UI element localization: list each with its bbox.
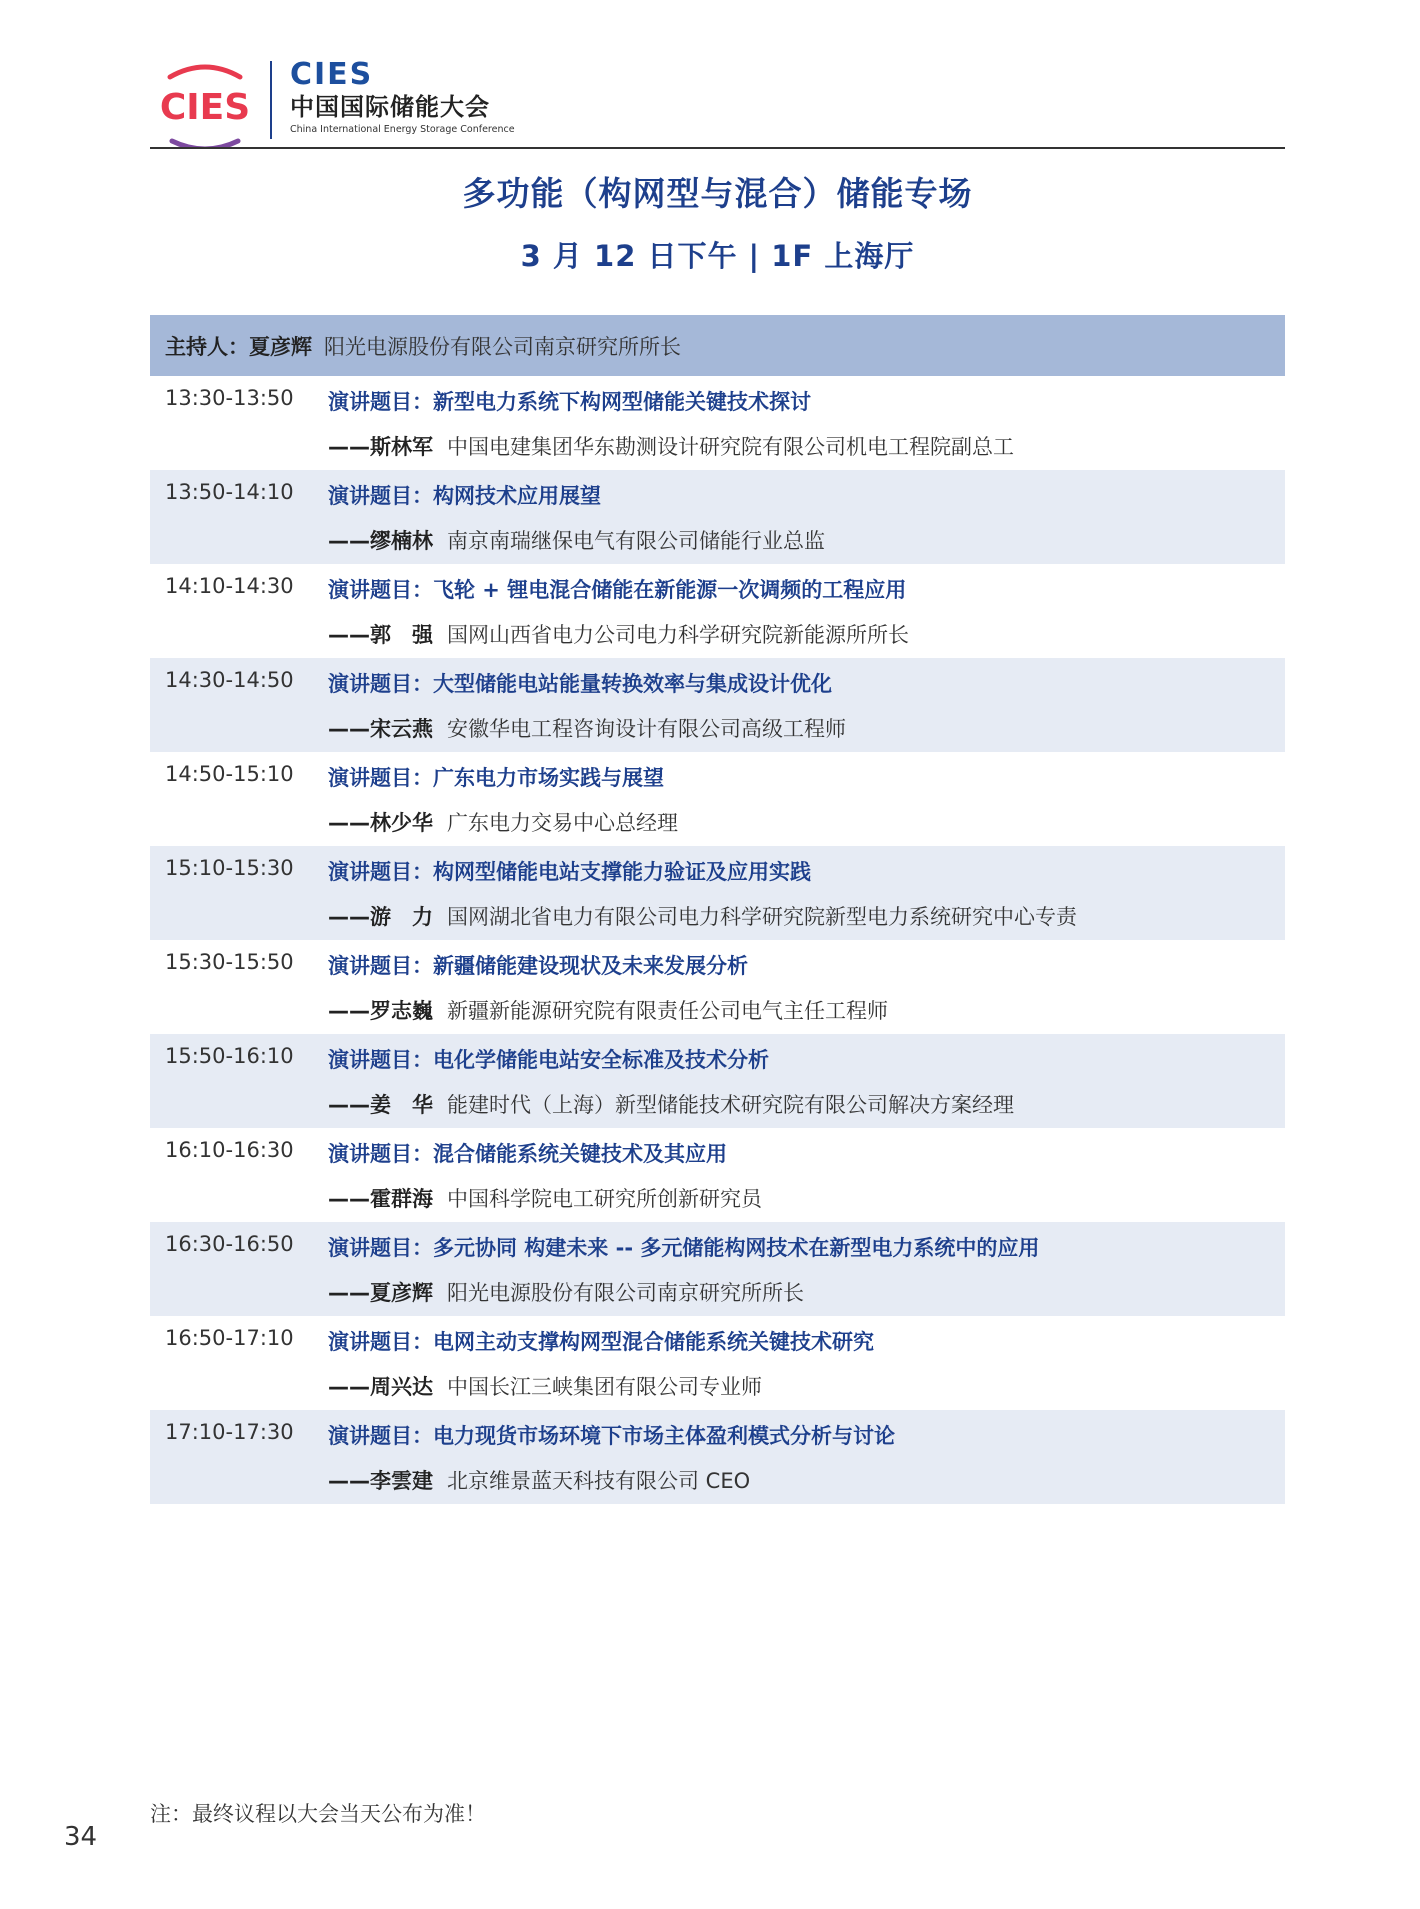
- session-time: 13:30-13:50: [165, 386, 294, 410]
- speaker-name: ——周兴达: [328, 1375, 433, 1399]
- session-topic: 演讲题目：构网型储能电站支撑能力验证及应用实践: [328, 860, 811, 884]
- session-speaker-line: [328, 1183, 762, 1213]
- session-time: 13:50-14:10: [165, 480, 294, 504]
- session-row: [150, 1034, 1285, 1128]
- cies-logo-icon: [150, 59, 260, 149]
- speaker-org: 北京维景蓝天科技有限公司 CEO: [447, 1469, 751, 1493]
- session-time: 14:30-14:50: [165, 668, 294, 692]
- session-speaker-line: [328, 619, 909, 649]
- header-rule: [150, 147, 1285, 149]
- brand-abbr: CIES: [290, 57, 374, 92]
- session-topic: 演讲题目：广东电力市场实践与展望: [328, 766, 664, 790]
- speaker-name: ——宋云燕: [328, 717, 433, 741]
- page-number: 34: [64, 1822, 98, 1852]
- speaker-org: 阳光电源股份有限公司南京研究所所长: [447, 1281, 804, 1305]
- session-row: [150, 846, 1285, 940]
- speaker-org: 国网山西省电力公司电力科学研究院新能源所所长: [447, 623, 909, 647]
- speaker-org: 新疆新能源研究院有限责任公司电气主任工程师: [447, 999, 888, 1023]
- session-speaker-line: [328, 1089, 1014, 1119]
- session-time: 16:30-16:50: [165, 1232, 294, 1256]
- session-row: [150, 376, 1285, 470]
- speaker-org: 安徽华电工程咨询设计有限公司高级工程师: [447, 717, 846, 741]
- session-topic: 演讲题目：大型储能电站能量转换效率与集成设计优化: [328, 672, 832, 696]
- session-topic: 演讲题目：混合储能系统关键技术及其应用: [328, 1142, 727, 1166]
- logo-text: CIES: [159, 87, 251, 128]
- session-topic: 演讲题目：新型电力系统下构网型储能关键技术探讨: [328, 390, 811, 414]
- session-row: [150, 1316, 1285, 1410]
- session-speaker-line: [328, 807, 678, 837]
- session-row: [150, 1410, 1285, 1504]
- speaker-org: 中国电建集团华东勘测设计研究院有限公司机电工程院副总工: [447, 435, 1014, 459]
- speaker-name: ——李雲建: [328, 1469, 433, 1493]
- footnote: 注：最终议程以大会当天公布为准！: [150, 1802, 486, 1826]
- speaker-org: 国网湖北省电力有限公司电力科学研究院新型电力系统研究中心专责: [447, 905, 1077, 929]
- session-time: 15:10-15:30: [165, 856, 294, 880]
- session-speaker-line: [328, 525, 825, 555]
- session-list: [150, 376, 1285, 1504]
- session-row: [150, 564, 1285, 658]
- brand-block: [290, 59, 515, 137]
- speaker-name: ——林少华: [328, 811, 433, 835]
- session-row: [150, 1222, 1285, 1316]
- speaker-name: ——游 力: [328, 905, 433, 929]
- session-time: 16:50-17:10: [165, 1326, 294, 1350]
- session-row: [150, 658, 1285, 752]
- session-topic: 演讲题目：新疆储能建设现状及未来发展分析: [328, 954, 748, 978]
- session-row: [150, 940, 1285, 1034]
- page-title: 多功能（构网型与混合）储能专场: [462, 174, 973, 213]
- session-speaker-line: [328, 1465, 750, 1495]
- session-time: 14:50-15:10: [165, 762, 294, 786]
- speaker-name: ——斯林军: [328, 435, 433, 459]
- speaker-org: 中国长江三峡集团有限公司专业师: [447, 1375, 762, 1399]
- session-speaker-line: [328, 995, 888, 1025]
- speaker-name: ——夏彦辉: [328, 1281, 433, 1305]
- brand-name-cn: 中国国际储能大会: [290, 93, 490, 121]
- speaker-name: ——缪楠林: [328, 529, 433, 553]
- session-time: 17:10-17:30: [165, 1420, 294, 1444]
- speaker-name: ——霍群海: [328, 1187, 433, 1211]
- session-topic: 演讲题目：电力现货市场环境下市场主体盈利模式分析与讨论: [328, 1424, 895, 1448]
- speaker-name: ——郭 强: [328, 623, 433, 647]
- speaker-org: 南京南瑞继保电气有限公司储能行业总监: [447, 529, 825, 553]
- session-time: 14:10-14:30: [165, 574, 294, 598]
- speaker-org: 中国科学院电工研究所创新研究员: [447, 1187, 762, 1211]
- session-topic: 演讲题目：构网技术应用展望: [328, 484, 601, 508]
- host-label: 主持人：夏彦辉: [165, 334, 312, 359]
- speaker-org: 广东电力交易中心总经理: [447, 811, 678, 835]
- session-topic: 演讲题目：飞轮 + 锂电混合储能在新能源一次调频的工程应用: [328, 578, 907, 602]
- session-speaker-line: [328, 901, 1077, 931]
- host-org: 阳光电源股份有限公司南京研究所所长: [324, 334, 681, 359]
- session-speaker-line: [328, 713, 846, 743]
- logo-divider: [270, 61, 272, 139]
- page-subtitle: 3 月 12 日下午 | 1F 上海厅: [520, 239, 915, 273]
- agenda-table: [150, 315, 1285, 1504]
- session-speaker-line: [328, 1277, 804, 1307]
- session-row: [150, 752, 1285, 846]
- host-row: [150, 315, 1285, 376]
- session-topic: 演讲题目：电网主动支撑构网型混合储能系统关键技术研究: [328, 1330, 874, 1354]
- session-speaker-line: [328, 431, 1014, 461]
- speaker-name: ——罗志巍: [328, 999, 433, 1023]
- session-time: 15:50-16:10: [165, 1044, 294, 1068]
- speaker-org: 能建时代（上海）新型储能技术研究院有限公司解决方案经理: [447, 1093, 1014, 1117]
- session-topic: 演讲题目：多元协同 构建未来 -- 多元储能构网技术在新型电力系统中的应用: [328, 1236, 1040, 1260]
- brand-name-en: China International Energy Storage Conference: [290, 124, 515, 135]
- speaker-name: ——姜 华: [328, 1093, 433, 1117]
- session-time: 16:10-16:30: [165, 1138, 294, 1162]
- session-row: [150, 1128, 1285, 1222]
- session-speaker-line: [328, 1371, 762, 1401]
- session-row: [150, 470, 1285, 564]
- session-topic: 演讲题目：电化学储能电站安全标准及技术分析: [328, 1048, 769, 1072]
- session-time: 15:30-15:50: [165, 950, 294, 974]
- page-header: [150, 55, 1285, 150]
